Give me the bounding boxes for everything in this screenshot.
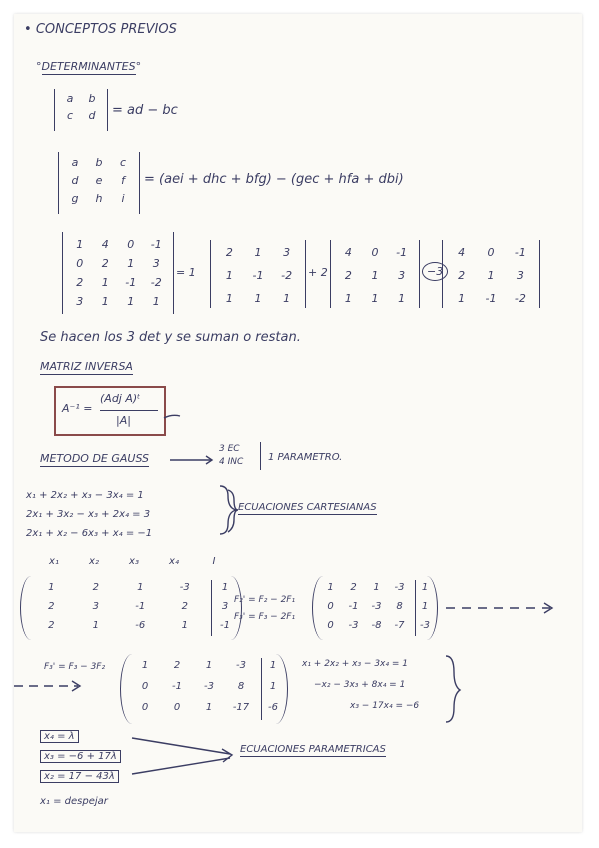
- brace-icon: [220, 486, 236, 534]
- matrix-cell: g: [71, 192, 79, 205]
- matrix-cell: 0: [141, 702, 149, 713]
- matrix-cell: 1: [127, 257, 135, 270]
- matrix-cell: -8: [371, 620, 382, 631]
- matrix-cell: -3: [236, 660, 246, 671]
- matrix-cell: 1: [205, 660, 213, 671]
- cartesian-label: ECUACIONES CARTESIANAS: [238, 502, 377, 513]
- matrix-cell: -1: [135, 601, 146, 612]
- matrix-cell: b: [95, 156, 103, 169]
- matrix-cell: -1: [125, 276, 137, 289]
- matrix-cell: b: [88, 92, 96, 105]
- matrix-rhs-cell: 1: [269, 660, 277, 671]
- matrix-cell: 2: [225, 246, 233, 259]
- matrix-cell: -1: [485, 292, 497, 305]
- matrix-cell: 1: [254, 246, 262, 259]
- det4-eq: = 1: [176, 266, 196, 279]
- matrix-cell: 1: [398, 292, 406, 305]
- matrix-cell: 1: [225, 269, 233, 282]
- matrix-cell: d: [88, 109, 96, 122]
- det4-op2: + 2: [308, 266, 328, 279]
- matrix-cell: e: [95, 174, 103, 187]
- matrix-rhs-cell: -3: [420, 620, 430, 631]
- param-eq-x4: x₄ = λ: [40, 730, 79, 743]
- matrix-rhs-cell: 1: [269, 681, 277, 692]
- matrix-cell: -1: [150, 238, 162, 251]
- matrix-cell: 2: [350, 582, 357, 593]
- matrix-cell: 1: [127, 295, 135, 308]
- matrix-cell: 2: [458, 269, 466, 282]
- matrix-cell: -2: [281, 269, 293, 282]
- matrix-cell: 1: [458, 292, 466, 305]
- matrix-cell: -3: [204, 681, 214, 692]
- gauss-inc: 4 INC: [219, 457, 244, 467]
- x1-note: x₁ = despejar: [40, 796, 108, 807]
- inverse-lhs: A⁻¹ =: [62, 402, 93, 415]
- matrix-cell: c: [119, 156, 127, 169]
- matrix-cell: 1: [254, 292, 262, 305]
- matrix-cell: 1: [101, 295, 109, 308]
- matrix-rhs-cell: -6: [268, 702, 278, 713]
- matrix-cell: 2: [48, 601, 55, 612]
- column-header: I: [212, 556, 216, 567]
- inverse-heading: MATRIZ INVERSA: [40, 360, 133, 373]
- notebook-page: [14, 14, 582, 832]
- matrix-cell: 1: [371, 269, 379, 282]
- inverse-numerator: (Adj A)ᵗ: [100, 392, 141, 405]
- matrix-cell: 1: [371, 292, 379, 305]
- matrix-cell: 1: [327, 582, 334, 593]
- matrix-cell: a: [71, 156, 79, 169]
- matrix-cell: 1: [181, 620, 188, 631]
- matrix-rhs-cell: 1: [221, 582, 229, 593]
- matrix-cell: 0: [327, 601, 334, 612]
- matrix-cell: -2: [150, 276, 162, 289]
- matrix-cell: 1: [344, 292, 352, 305]
- matrix-cell: 1: [101, 276, 109, 289]
- matrix-rhs-cell: -1: [220, 620, 230, 631]
- matrix-cell: 0: [173, 702, 181, 713]
- matrix-cell: 1: [92, 620, 99, 631]
- matrix-cell: -3: [394, 582, 405, 593]
- ink-strokes: [14, 14, 582, 832]
- matrix-cell: 2: [76, 276, 84, 289]
- matrix-cell: 2: [48, 620, 55, 631]
- matrix-cell: 0: [141, 681, 149, 692]
- det4-op3: −3: [422, 262, 448, 281]
- det-2x2-result: = ad − bc: [112, 103, 178, 118]
- final-equations: x₁ + 2x₂ + x₃ − 3x₄ = 1 −x₂ − 3x₃ + 8x₄ = 1 x₃ − 17x₄ = −6: [302, 659, 420, 711]
- matrix-cell: 3: [92, 601, 99, 612]
- inverse-denominator: |A|: [116, 414, 131, 427]
- determinants-heading: °DETERMINANTES°: [36, 60, 142, 73]
- matrix-cell: 1: [137, 582, 144, 593]
- gauss-ec: 3 EC: [219, 444, 240, 454]
- matrix-cell: 0: [327, 620, 334, 631]
- matrix-cell: 4: [101, 238, 109, 251]
- matrix-cell: 2: [181, 601, 188, 612]
- matrix-cell: 1: [48, 582, 55, 593]
- matrix-cell: -1: [252, 269, 264, 282]
- det-3x3-result: = (aei + dhc + bfg) − (gec + hfa + dbi): [144, 172, 404, 187]
- param-eq-x3: x₃ = −6 + 17λ: [40, 750, 121, 763]
- matrix-cell: 1: [225, 292, 233, 305]
- matrix-cell: 3: [76, 295, 84, 308]
- matrix-cell: c: [66, 109, 74, 122]
- gauss-heading: METODO DE GAUSS: [40, 452, 150, 465]
- row-op-2: F₃' = F₃ − 3F₂: [44, 662, 106, 672]
- matrix-rhs-cell: 1: [421, 582, 429, 593]
- matrix-cell: -3: [348, 620, 359, 631]
- matrix-cell: d: [71, 174, 79, 187]
- matrix-cell: -2: [514, 292, 526, 305]
- matrix-cell: 3: [398, 269, 406, 282]
- matrix-cell: 0: [487, 246, 495, 259]
- matrix-cell: 8: [237, 681, 245, 692]
- gauss-param: 1 PARAMETRO.: [268, 452, 343, 463]
- page-title: • CONCEPTOS PREVIOS: [24, 22, 177, 37]
- matrix-cell: 1: [152, 295, 160, 308]
- matrix-cell: -3: [179, 582, 190, 593]
- matrix-cell: 1: [141, 660, 149, 671]
- matrix-cell: 3: [283, 246, 291, 259]
- matrix-rhs-cell: 1: [421, 601, 429, 612]
- matrix-cell: 1: [487, 269, 495, 282]
- param-arrow-icon: [132, 738, 230, 754]
- matrix-cell: 2: [344, 269, 352, 282]
- right-brace-icon: [446, 656, 460, 722]
- row-ops-1: F₂' = F₂ − 2F₁ F₃' = F₃ − 2F₁: [234, 595, 296, 622]
- matrix-cell: -1: [172, 681, 182, 692]
- matrix-cell: 0: [76, 257, 84, 270]
- matrix-cell: a: [66, 92, 74, 105]
- column-header: x₃: [129, 556, 139, 567]
- matrix-cell: -1: [348, 601, 359, 612]
- matrix-cell: 1: [283, 292, 291, 305]
- matrix-cell: -6: [135, 620, 146, 631]
- matrix-cell: -7: [394, 620, 405, 631]
- matrix-cell: f: [121, 174, 125, 187]
- matrix-cell: 2: [92, 582, 99, 593]
- matrix-cell: 3: [152, 257, 160, 270]
- param-eq-x2: x₂ = 17 − 43λ: [40, 770, 119, 783]
- matrix-cell: -1: [396, 246, 408, 259]
- parametric-label: ECUACIONES PARAMETRICAS: [240, 744, 386, 755]
- matrix-cell: 1: [76, 238, 84, 251]
- matrix-cell: 0: [127, 238, 135, 251]
- matrix-cell: 8: [396, 601, 403, 612]
- det-note: Se hacen los 3 det y se suman o restan.: [40, 330, 301, 345]
- matrix-cell: -1: [514, 246, 526, 259]
- matrix-cell: 4: [344, 246, 352, 259]
- matrix-cell: 0: [371, 246, 379, 259]
- matrix-cell: 4: [458, 246, 466, 259]
- matrix-cell: 2: [173, 660, 181, 671]
- matrix-cell: i: [121, 192, 125, 205]
- matrix-cell: 3: [516, 269, 524, 282]
- matrix-cell: -3: [371, 601, 382, 612]
- column-header: x₄: [169, 556, 179, 567]
- matrix-cell: h: [95, 192, 103, 205]
- matrix-cell: 1: [373, 582, 380, 593]
- matrix-cell: 1: [205, 702, 213, 713]
- matrix-rhs-cell: 3: [221, 601, 229, 612]
- system-equations: x₁ + 2x₂ + x₃ − 3x₄ = 1 2x₁ + 3x₂ − x₃ + 2x₄ = 3 2x₁ + x₂ − 6x₃ + x₄ = −1: [26, 490, 153, 539]
- column-header: x₂: [89, 556, 99, 567]
- column-header: x₁: [49, 556, 59, 567]
- matrix-cell: -17: [232, 702, 250, 713]
- matrix-cell: 2: [101, 257, 109, 270]
